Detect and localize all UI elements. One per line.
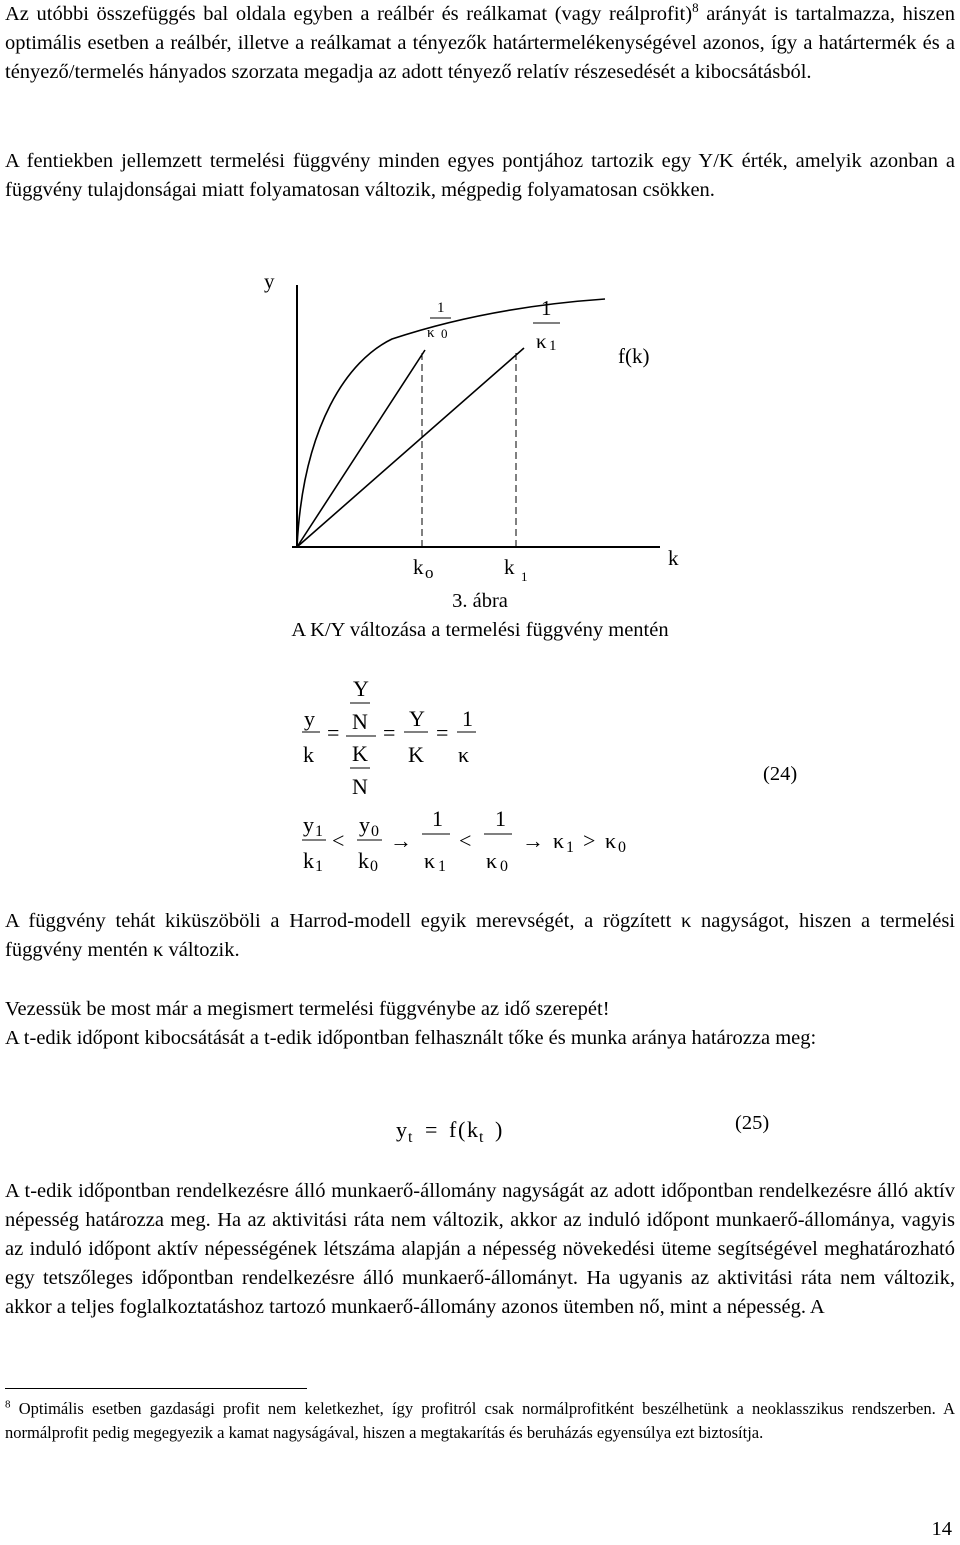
figure-title: A K/Y változása a termelési függvény mentén [291,619,669,641]
paragraph-4: Vezessük be most már a megismert termelési függvénybe az idő szerepét! [5,998,610,1020]
eq24-one-b: 1 [495,806,506,831]
eq24-y0: y [359,812,370,837]
eq24-Y: Y [409,706,425,731]
paragraph-6: A t-edik időpontban rendelkezésre álló munkaerő-állomány nagyságát az adott időpontban rendelkezésre álló aktív népesség határozza meg. Ha az aktivitási ráta nem változik, akkor az induló időpont munkaerő-állománya, vagyis az induló időpont aktív népességének létszáma alapján a népesség növekedési üteme segítségével meghatározható egy tetszőleges időpontban rendelkezésre álló munkaerő-állományt. Ha ugyanis az aktivitási ráta nem változik, akkor a teljes foglalkoztatáshoz tartozó munkaerő-állomány azonos ütemben nő, mint a népesség. A [5,1180,955,1318]
eq24-kappa0-b-sub: 0 [618,839,626,856]
slope1-kappa: κ [536,329,547,353]
paragraph-2: A fentiekben jellemzett termelési függvény minden egyes pontjához tartozik egy Y/K érték, amelyik azonban a függvény tulajdonságai miatt folyamatosan változik, mégpedig folyamatosan csökken. [5,150,955,201]
eq24-k0: k [358,848,369,873]
eq25-k-sub: t [479,1129,484,1146]
eq24-kappa1: κ [424,848,436,873]
eq25-f: f [449,1117,457,1142]
eq24-equals-3: = [436,720,449,745]
ray-kappa1 [297,348,524,547]
k1-label: k [504,555,515,579]
eq24-kappa: κ [458,742,470,767]
curve-label: f(k) [618,344,650,368]
eq25-equals: = [425,1117,438,1142]
x-axis-label: k [668,546,679,570]
production-function-curve [297,299,605,547]
eq25-lparen: ( [458,1117,466,1142]
eq24-kappa1-b-sub: 1 [566,839,574,856]
paragraph-1-text-a: Az utóbbi összefüggés bal oldala egyben a reálbér és reálkamat (vagy reálprofit) [5,3,693,25]
eq24-one: 1 [462,706,473,731]
paragraph-1 [5,0,955,87]
k0-label: k [413,555,424,579]
eq25-rparen: ) [495,1117,503,1142]
equation-25-number: (25) [735,1112,770,1134]
equation-24-number: (24) [763,763,798,785]
eq24-equals-1: = [327,720,340,745]
eq24-y0-sub: 0 [371,823,379,840]
eq24-k1: k [303,848,314,873]
slope0-subscript: 0 [441,326,448,341]
eq24-y1-sub: 1 [315,823,323,840]
footnote-8 [5,1397,955,1445]
page-number: 14 [931,1518,952,1540]
eq24-Y-top: Y [353,676,369,701]
eq24-K-bottom: K [352,741,368,766]
k0-subscript: o [425,563,434,582]
eq24-K: K [408,742,424,767]
equation-25 [0,1105,960,1155]
paragraph-1-text-b: arányát is tartalmazza, hiszen optimális esetben a reálbér, illetve a reálkamat a tényezők határtermelékenységével azonos, így a határtermék és a tényező/termelés hányados szorzata megadja az adott tényező relatív részesedését a kibocsátásból. [5,3,955,83]
footnote-text: Optimális esetben gazdasági profit nem keletkezhet, így profitról csak normálprofitként beszélhetünk a neoklasszikus rendszerben. A normálprofit pedig megegyezik a kamat nagyságával, hiszen a megtakarítás és beruházás egyensúlya ezt biztosítja. [5,1399,955,1442]
figure-number: 3. ábra [452,590,508,612]
footnote-rule [5,1388,307,1389]
footnote-ref-8[interactable]: 8 [692,0,699,16]
eq25-y: y [396,1117,407,1142]
eq24-gt: > [583,828,596,853]
slope1-numerator: 1 [541,296,552,320]
figure-3-production-function [0,255,960,595]
eq24-equals-2: = [383,720,396,745]
slope0-kappa: κ [427,325,435,341]
eq24-kappa1-b: κ [553,828,565,853]
eq24-lt-1: < [332,828,345,853]
eq24-lt-2: < [459,828,472,853]
eq24-N-bottom: N [352,774,368,799]
ray-kappa0 [297,350,425,547]
eq25-k: k [467,1117,478,1142]
eq24-N-top: N [352,709,368,734]
eq24-y: y [304,706,315,731]
eq25-y-sub: t [408,1129,413,1146]
eq24-kappa0-sub: 0 [500,858,508,875]
y-axis-label: y [264,269,275,293]
eq24-y1: y [303,812,314,837]
eq24-kappa1-sub: 1 [438,858,446,875]
eq24-k: k [303,742,314,767]
k1-subscript: 1 [521,569,528,584]
eq24-kappa0: κ [486,848,498,873]
equation-24 [0,670,960,880]
paragraph-3: A függvény tehát kiküszöböli a Harrod-modell egyik merevségét, a rögzített κ nagyságot, hiszen a termelési függvény mentén κ változik. [5,910,955,961]
eq24-one-a: 1 [432,806,443,831]
eq24-arrow-2: → [522,828,544,853]
slope0-numerator: 1 [437,300,445,316]
eq24-kappa0-b: κ [605,828,617,853]
slope1-subscript: 1 [549,338,557,354]
eq24-k1-sub: 1 [315,858,323,875]
eq24-k0-sub: 0 [370,858,378,875]
paragraph-5: A t-edik időpont kibocsátását a t-edik időpontban felhasznált tőke és munka aránya határozza meg: [5,1027,817,1049]
footnote-mark: 8 [5,1398,11,1411]
eq24-arrow-1: → [390,828,412,853]
